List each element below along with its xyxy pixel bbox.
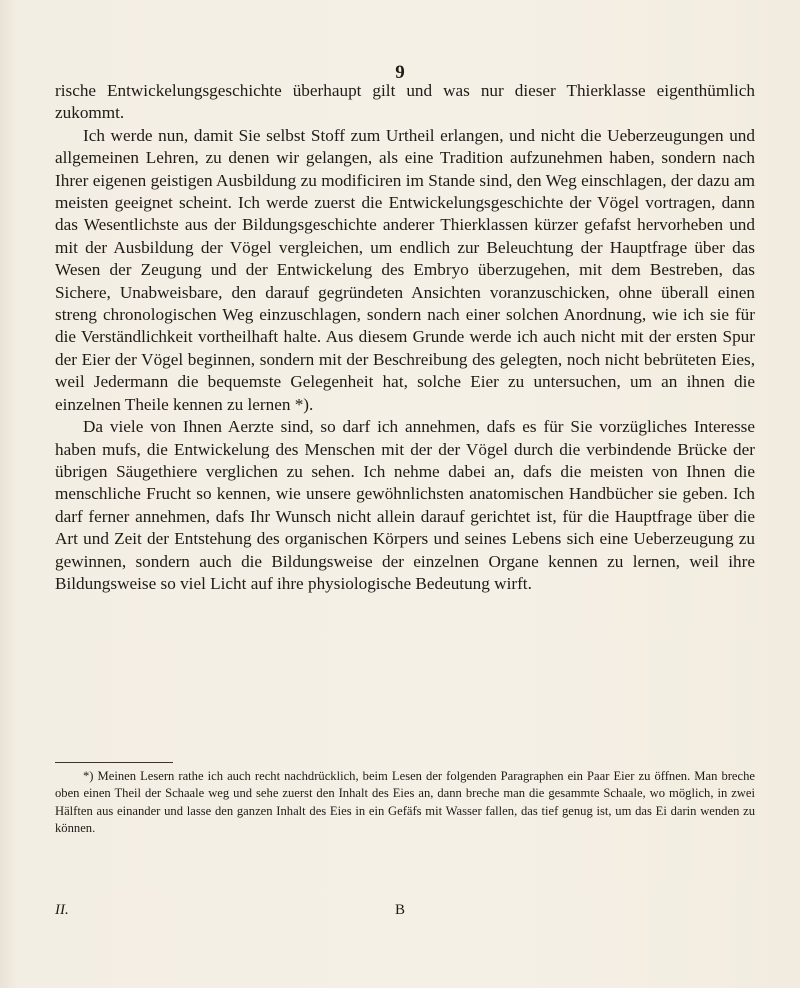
paragraph-2: Ich werde nun, damit Sie selbst Stoff zum Urtheil erlangen, und nicht die Ueberzeugungen und allgemeinen Lehren, zu denen wir gelangen, als eine Tradition aufzunehmen haben, sondern nach Ihrer eigenen geistigen Ausbildung zu modificiren im Stande sind, den Weg einschlagen, der dazu am meisten geeignet scheint. Ich werde zuerst die Entwickelungsgeschichte der Vögel vortragen, dann das Wesentlichste aus der Bildungsgeschichte anderer Thierklassen kürzer gefafst hervorheben und mit der Ausbildung der Vögel vergleichen, um endlich zur Beleuchtung der Hauptfrage über das Wesen der Zeugung und der Entwickelung des Embryo überzugehen, mit dem Bestreben, das Sichere, Unabweisbare, den darauf gegründeten Ansichten voranzuschicken, ohne überall einen streng chronologischen Weg einzuschlagen, sondern nach einer solchen Anordnung, wie ich sie für die Verständlichkeit vortheilhaft halte. Aus diesem Grunde werde ich auch nicht mit der ersten Spur der Eier der Vögel beginnen, sondern mit der Beschreibung des gelegten, noch nicht bebrüteten Eies, weil Jedermann die bequemste Gelegenheit hat, solche Eier zu untersuchen, um an ihnen die einzelnen Theile kennen zu lernen *).: [55, 125, 755, 414]
footnote-rule: [55, 762, 173, 763]
page-number: 9: [395, 62, 405, 83]
paragraph-3: Da viele von Ihnen Aerzte sind, so darf ich annehmen, dafs es für Sie vorzügliches Interesse haben mufs, die Entwickelung des Menschen mit der der Vögel durch die verbindende Brücke der übrigen Säugethiere verglichen zu sehen. Ich nehme dabei an, dafs die meisten von Ihnen die menschliche Frucht so kennen, wie unsere gewöhnlichsten anatomischen Handbücher sie geben. Ich darf ferner annehmen, dafs Ihr Wunsch nicht allein darauf gerichtet ist, für die Hauptfrage über die Art und Zeit der Entstehung des organischen Körpers und seines Lebens sich eine Ueberzeugung zu gewinnen, sondern auch die Bildungsweise der einzelnen Organe kennen zu lernen, weil ihre Bildungsweise so viel Licht auf ihre physiologische Bedeutung wirft.: [55, 417, 755, 593]
signature-volume: II.: [55, 902, 69, 918]
paragraph-1: rische Entwickelungsgeschichte überhaupt gilt und was nur dieser Thierklasse eigenthümlich zukommt.: [55, 81, 755, 123]
signature-sheet: B: [395, 902, 406, 918]
body-text: [55, 80, 755, 595]
footnote: *) Meinen Lesern rathe ich auch recht nachdrücklich, beim Lesen der folgenden Paragraphen ein Paar Eier zu öffnen. Man breche oben einen Theil der Schaale weg und sehe zuerst den Inhalt des Eies an, dann breche man die gesammte Schaale, wo möglich, in zwei Hälften aus einander und lasse den ganzen Inhalt des Eies in ein Gefäfs mit Wasser fallen, das tief genug ist, um das Ei darin wenden zu können.: [55, 769, 755, 836]
